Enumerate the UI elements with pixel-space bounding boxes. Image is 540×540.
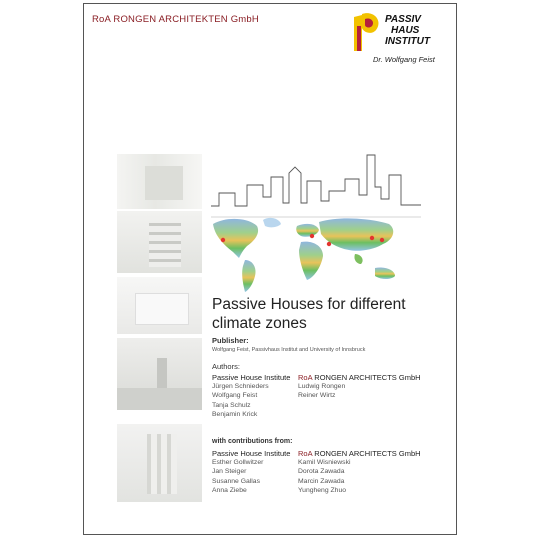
building-photo-1 bbox=[117, 154, 202, 209]
contributions-right-list bbox=[298, 458, 421, 496]
authors-right-list bbox=[298, 382, 421, 401]
passivhaus-logo bbox=[350, 11, 440, 71]
authors-heading: Authors: bbox=[212, 362, 240, 371]
document-title: Passive Houses for different climate zones bbox=[212, 296, 406, 332]
logo-subtitle: Dr. Wolfgang Feist bbox=[373, 55, 435, 64]
contributions-right-heading: RoA RONGEN ARCHITECTS GmbH bbox=[298, 449, 421, 458]
authors-left-list bbox=[212, 382, 290, 420]
list-item: Susanne Gallas bbox=[212, 477, 260, 485]
building-photo-3 bbox=[117, 277, 202, 334]
authors-right-column bbox=[298, 373, 421, 401]
building-photo-5 bbox=[117, 424, 202, 502]
passivhaus-logo-icon bbox=[350, 11, 388, 53]
climate-marker-icon bbox=[221, 238, 225, 242]
world-map-icon bbox=[209, 214, 419, 294]
contributions-heading: with contributions from: bbox=[212, 438, 293, 445]
list-item: Jan Steiger bbox=[212, 468, 247, 476]
climate-marker-icon bbox=[327, 242, 331, 246]
list-item: Yungheng Zhuo bbox=[298, 487, 346, 495]
contributions-left-heading: Passive House Institute bbox=[212, 449, 291, 458]
list-item: Marcin Zawada bbox=[298, 477, 345, 485]
list-item: Reiner Wirtz bbox=[298, 392, 336, 400]
document-page bbox=[83, 3, 457, 535]
list-item: Benjamin Krick bbox=[212, 411, 258, 419]
list-item: Tanja Schulz bbox=[212, 401, 251, 409]
list-item: Wolfgang Feist bbox=[212, 392, 258, 400]
publisher-heading: Publisher: bbox=[212, 336, 249, 345]
contributions-left-list bbox=[212, 458, 290, 496]
logo-text: PASSIV HAUS INSTITUT bbox=[385, 14, 430, 47]
authors-right-heading: RoA RONGEN ARCHITECTS GmbH bbox=[298, 373, 421, 382]
list-item: Anna Ziebe bbox=[212, 487, 247, 495]
list-item: Dorota Zawada bbox=[298, 468, 345, 476]
climate-marker-icon bbox=[380, 238, 384, 242]
contributions-left-column bbox=[212, 449, 290, 496]
contributions-right-column bbox=[298, 449, 421, 496]
list-item: Kamil Wisniewski bbox=[298, 459, 351, 466]
authors-left-heading: Passive House Institute bbox=[212, 373, 291, 382]
climate-marker-icon bbox=[370, 236, 374, 240]
list-item: Ludwig Rongen bbox=[298, 383, 346, 390]
list-item: Esther Gollwitzer bbox=[212, 459, 264, 466]
building-photo-4 bbox=[117, 338, 202, 410]
list-item: Jürgen Schnieders bbox=[212, 383, 269, 390]
firm-prefix: RoA bbox=[92, 14, 111, 25]
climate-marker-icon bbox=[310, 234, 314, 238]
skyline-icon bbox=[211, 151, 421, 219]
firm-name: RONGEN ARCHITEKTEN GmbH bbox=[113, 14, 259, 25]
firm-header bbox=[92, 14, 259, 25]
publisher-text: Wolfgang Feist, Passivhaus Institut and University of Innsbruck bbox=[212, 347, 366, 353]
building-photo-2 bbox=[117, 211, 202, 273]
authors-left-column bbox=[212, 373, 290, 420]
